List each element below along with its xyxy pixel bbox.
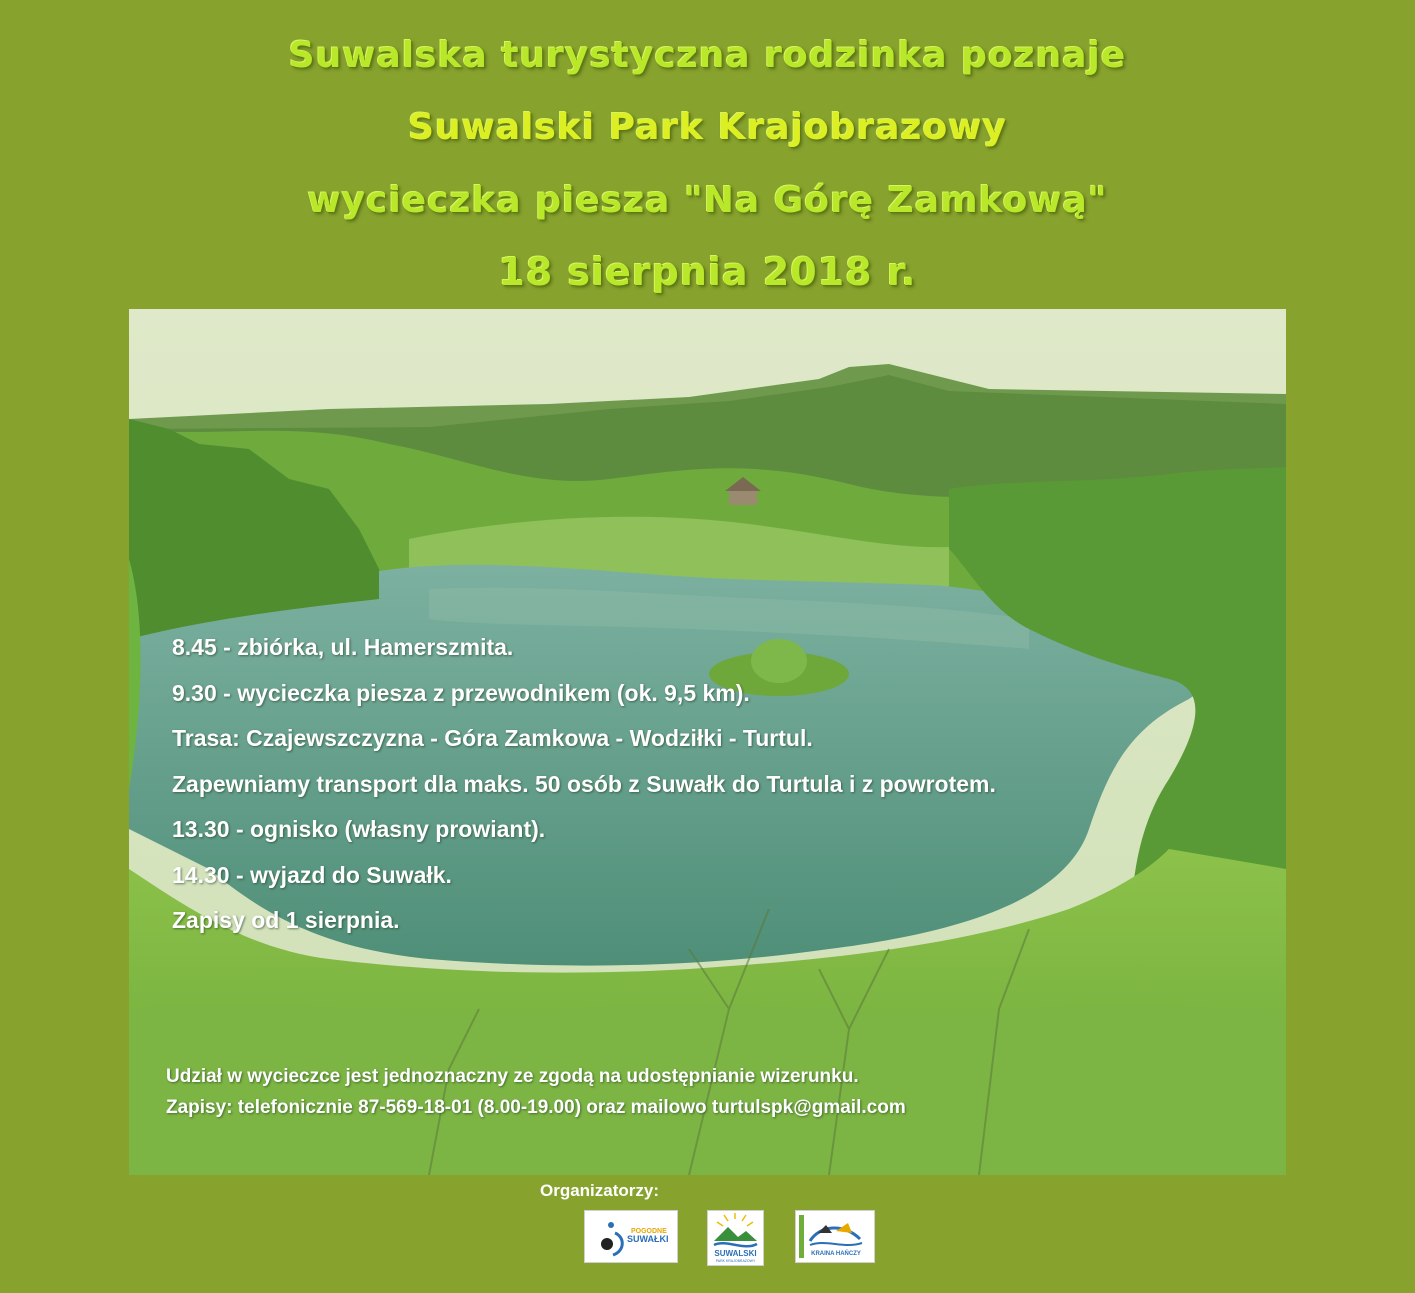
pogodne-logo-text-bottom: SUWAŁKI [627,1234,669,1244]
schedule-item: Trasa: Czajewszczyzna - Góra Zamkowa - Wodziłki - Turtul. [172,725,813,751]
schedule-item: 14.30 - wyjazd do Suwałk. [172,861,452,888]
kraina-logo-text: KRAINA HAŃCZY [811,1251,861,1257]
park-logo-text-top: SUWALSKI [714,1249,757,1258]
park-logo-text-bottom: PARK KRAJOBRAZOWY [715,1259,756,1263]
pogodne-logo-text-top: POGODNE [631,1228,667,1235]
pogodne-suwalki-logo [584,1210,678,1263]
organizers-label: Organizatorzy: [540,1181,660,1200]
event-date: 18 sierpnia 2018 r. [498,250,917,294]
schedule-list [172,632,996,951]
schedule-item: Zapewniamy transport dla maks. 50 osób z Suwałk do Turtula i z powrotem. [172,770,996,797]
kraina-hanczy-logo [795,1210,875,1263]
signup-note: Zapisy: telefonicznie 87-569-18-01 (8.00-19.00) oraz mailowo turtulspk@gmail.com [166,1097,906,1118]
schedule-item: Zapisy od 1 sierpnia. [172,907,400,933]
schedule-item: 13.30 - ognisko (własny prowiant). [172,816,546,842]
schedule-item: 8.45 - zbiórka, ul. Hamerszmita. [172,634,514,660]
title-line-3: wycieczka piesza "Na Górę Zamkową" [307,180,1108,221]
suwalski-park-krajobrazowy-logo [707,1210,764,1266]
title-line-2: Suwalski Park Krajobrazowy [408,107,1007,148]
title-line-1: Suwalska turystyczna rodzinka poznaje [288,35,1127,76]
consent-note: Udział w wycieczce jest jednoznaczny ze zgodą na udostępnianie wizerunku. [166,1066,859,1087]
schedule-item: 9.30 - wycieczka piesza z przewodnikem (ok. 9,5 km). [172,679,750,706]
